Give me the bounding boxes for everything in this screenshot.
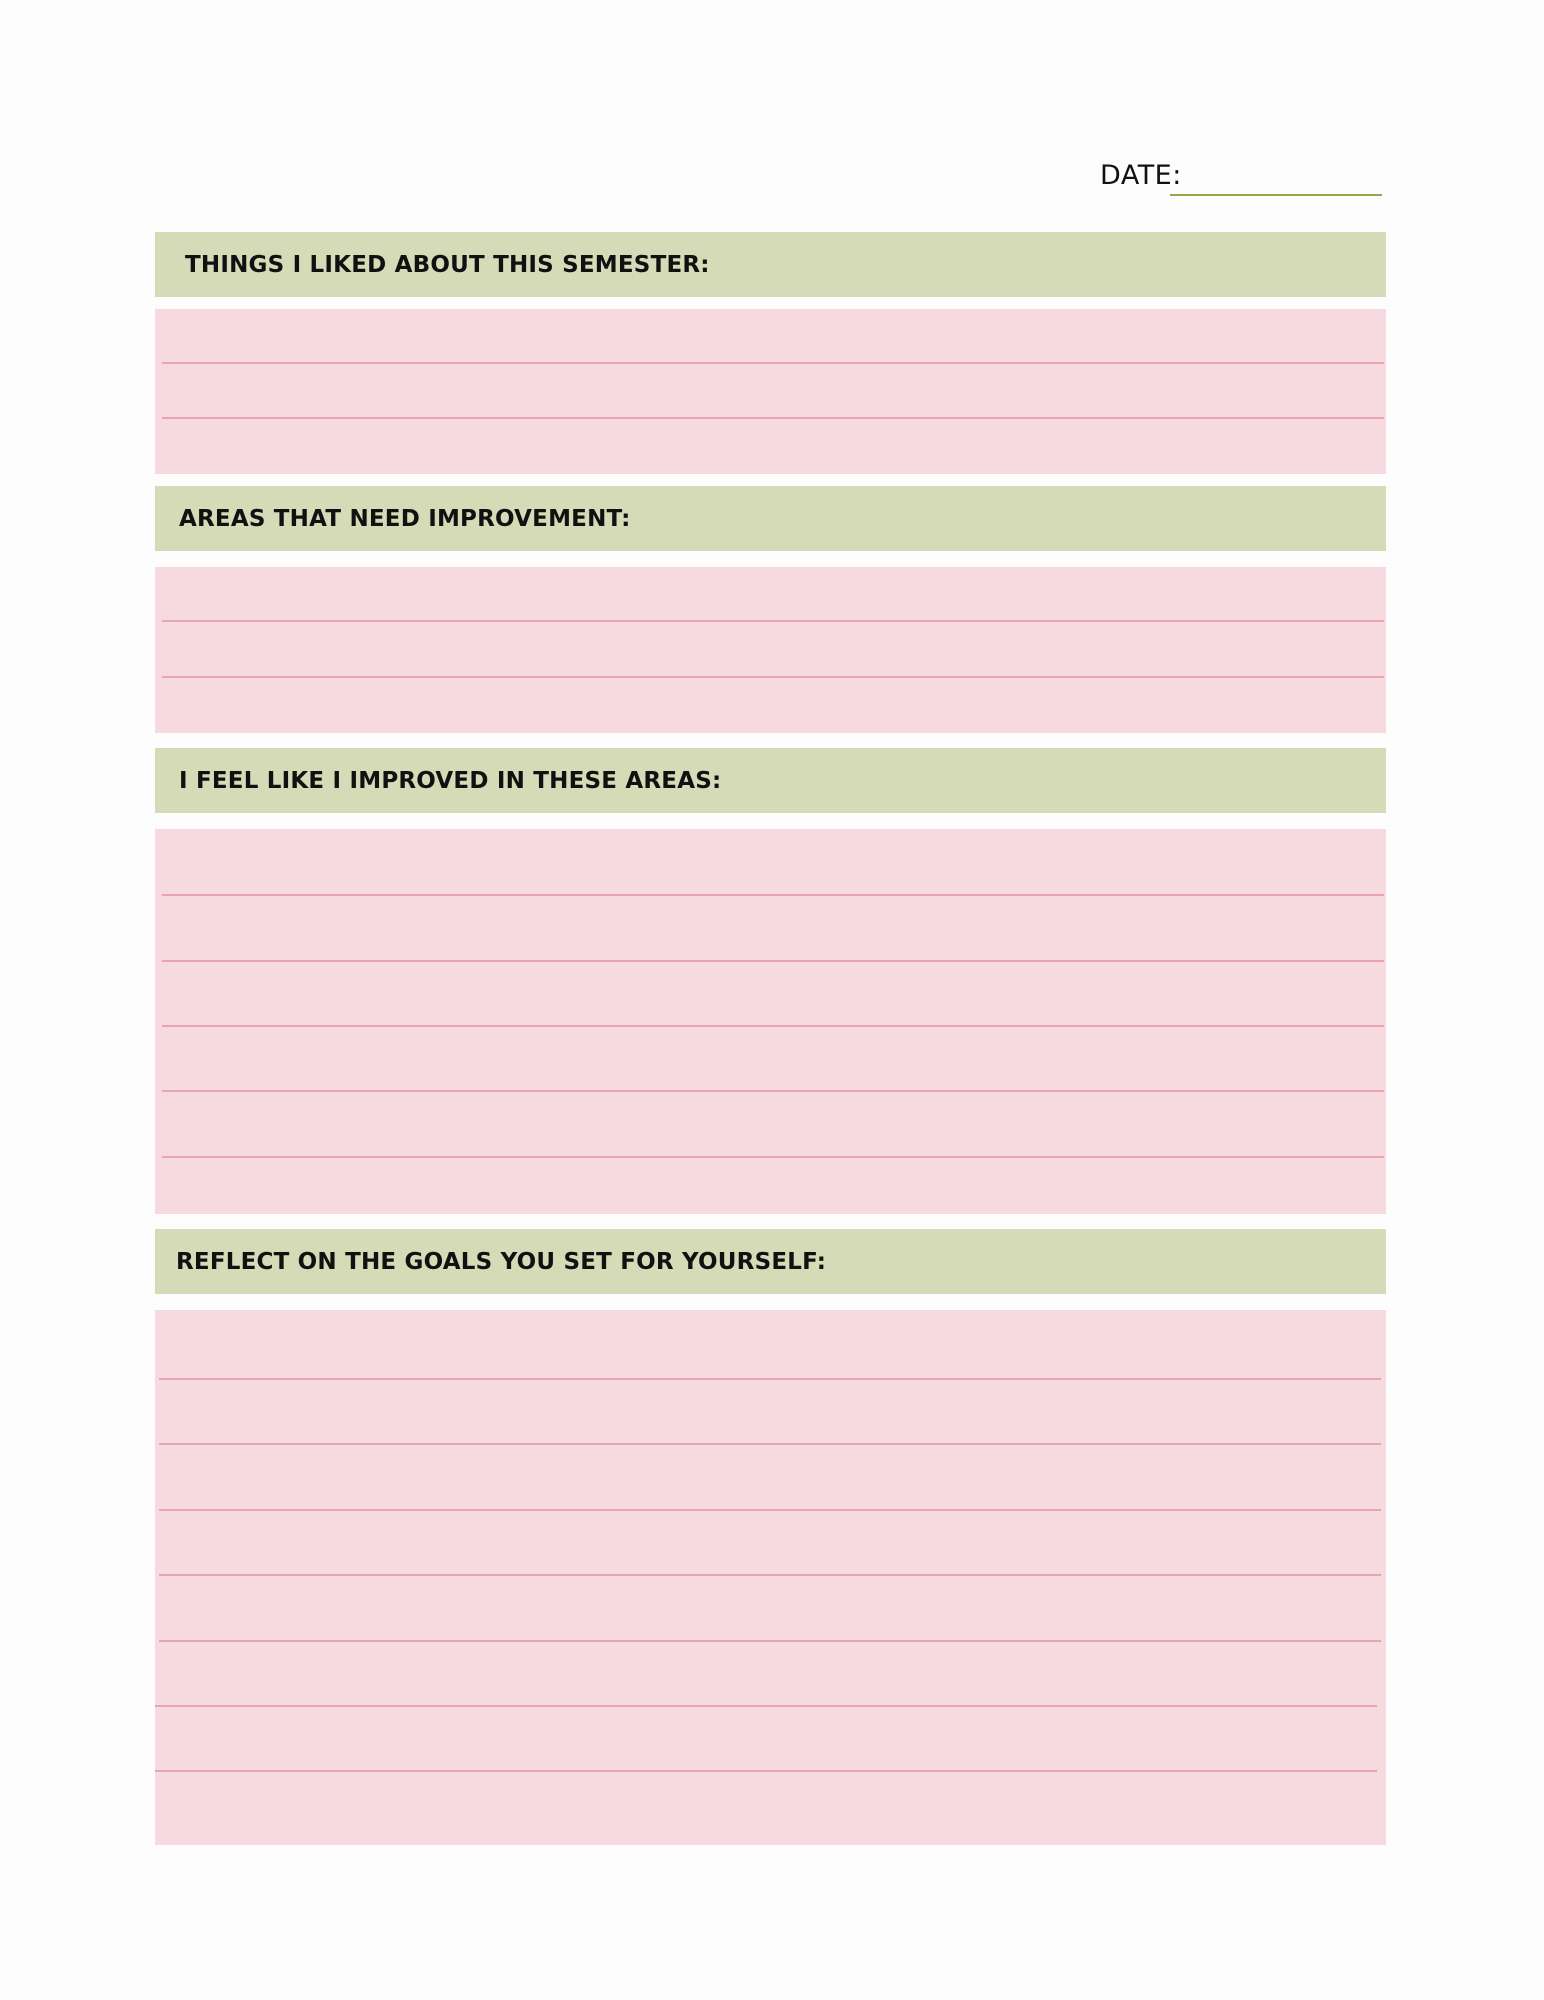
writing-area-goals[interactable] (155, 1310, 1386, 1845)
section-heading: AREAS THAT NEED IMPROVEMENT: (179, 505, 631, 532)
section-heading: I FEEL LIKE I IMPROVED IN THESE AREAS: (179, 767, 722, 794)
ruled-line (159, 1443, 1381, 1445)
ruled-line (162, 960, 1384, 962)
ruled-line (155, 1705, 1377, 1707)
writing-area-liked[interactable] (155, 309, 1386, 474)
date-field-underline[interactable] (1170, 194, 1382, 196)
section-header-liked (155, 232, 1386, 297)
ruled-line (159, 1640, 1381, 1642)
section-header-improved (155, 748, 1386, 813)
section-header-goals (155, 1229, 1386, 1294)
ruled-line (159, 1378, 1381, 1380)
writing-area-improved[interactable] (155, 829, 1386, 1214)
section-heading: REFLECT ON THE GOALS YOU SET FOR YOURSELF: (176, 1248, 827, 1275)
ruled-line (162, 362, 1384, 364)
section-heading: THINGS I LIKED ABOUT THIS SEMESTER: (185, 251, 710, 278)
date-label: DATE: (1100, 160, 1182, 191)
ruled-line (162, 417, 1384, 419)
ruled-line (162, 676, 1384, 678)
section-header-improvement (155, 486, 1386, 551)
ruled-line (162, 1156, 1384, 1158)
writing-area-improvement[interactable] (155, 567, 1386, 733)
ruled-line (159, 1574, 1381, 1576)
ruled-line (159, 1509, 1381, 1511)
ruled-line (162, 1025, 1384, 1027)
ruled-line (162, 1090, 1384, 1092)
ruled-line (162, 620, 1384, 622)
ruled-line (155, 1770, 1377, 1772)
ruled-line (162, 894, 1384, 896)
